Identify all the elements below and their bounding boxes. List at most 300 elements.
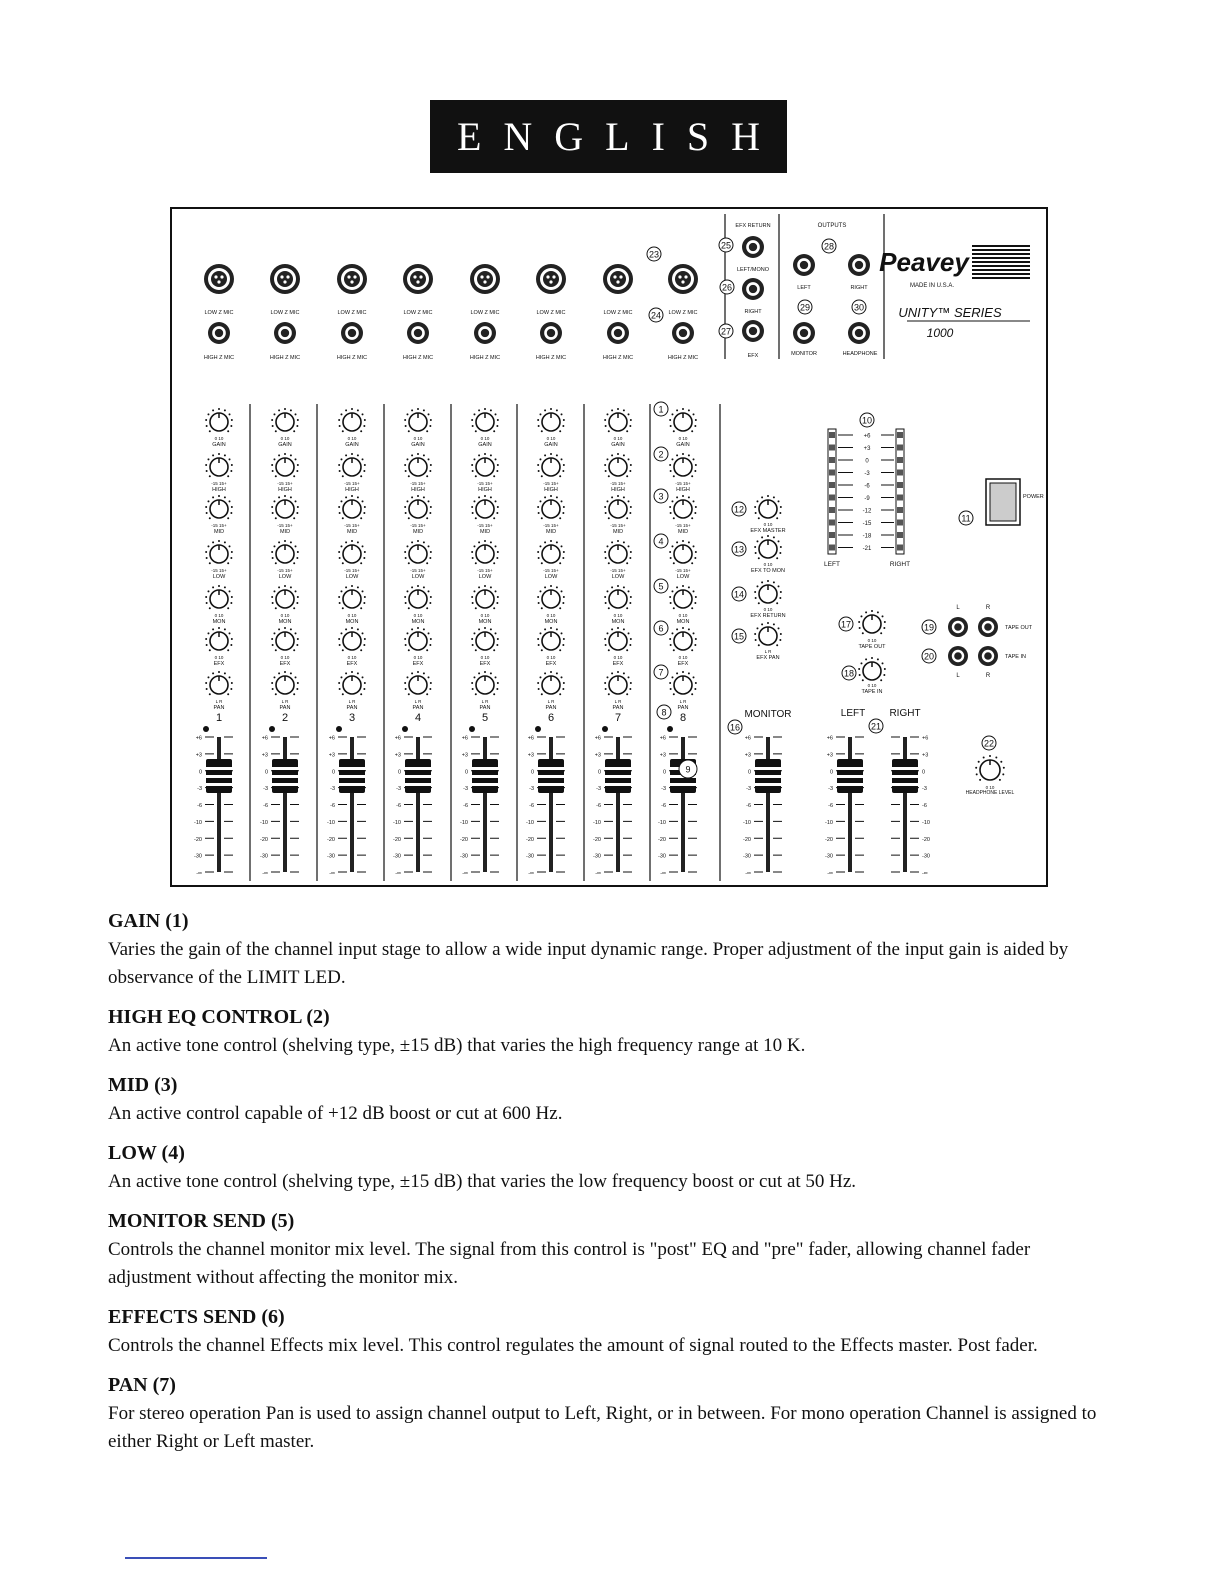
knob-tick — [471, 682, 473, 684]
knob-tick — [406, 590, 408, 592]
knob-tick — [626, 430, 628, 432]
fader-slot — [616, 737, 620, 872]
knob-tick — [473, 500, 475, 502]
knob-tick — [271, 464, 273, 466]
knob-tick — [628, 632, 630, 634]
knob-tick — [671, 632, 673, 634]
knob-tick — [563, 551, 565, 553]
knob-tick — [297, 464, 299, 466]
knob-tick — [611, 586, 613, 588]
knob-tick — [338, 682, 340, 684]
knob-tick — [227, 649, 229, 651]
knob-tick — [430, 682, 432, 684]
fader-scale-label: +6 — [922, 735, 929, 742]
knob-label: MID — [677, 529, 689, 535]
knob-tick — [297, 551, 299, 553]
knob-tick — [495, 590, 497, 592]
xlr-pin — [214, 275, 217, 278]
knob-tick — [497, 464, 499, 466]
knob-tick — [205, 682, 207, 684]
knob-tick — [605, 644, 607, 646]
knob-tick — [272, 512, 274, 514]
knob-tick — [475, 517, 477, 519]
knob-tick — [629, 470, 631, 472]
knob-tick — [364, 506, 366, 508]
knob-tick — [561, 590, 563, 592]
callout-number: 18 — [843, 668, 855, 679]
knob-tick — [404, 682, 406, 684]
knob-tick — [471, 596, 473, 598]
knob-tick — [858, 621, 860, 623]
knob-tick — [411, 496, 413, 498]
flag-stripe — [972, 277, 1030, 279]
callout-number: 25 — [720, 240, 732, 251]
knob-tick — [338, 551, 340, 553]
knob-scale-label: 0 10 — [546, 613, 556, 618]
knob-tick — [617, 453, 619, 455]
knob-tick — [351, 408, 353, 410]
knob-tick — [754, 591, 756, 593]
fader-scale-label: 0 — [829, 769, 833, 776]
fader-scale-label: -∞ — [745, 870, 751, 877]
knob-tick — [780, 506, 782, 508]
knob-tick — [776, 602, 778, 604]
knob-tick — [496, 602, 498, 604]
knob-tick — [544, 672, 546, 674]
fader-scale-label: +3 — [826, 752, 833, 759]
meter-scale-label: -6 — [864, 483, 870, 490]
flag-stripe — [972, 269, 1030, 271]
knob-tick — [408, 517, 410, 519]
knob-label: GAIN — [676, 442, 690, 448]
knob-tick — [205, 638, 207, 640]
callout-number: 30 — [853, 302, 865, 313]
knob-tick — [495, 676, 497, 678]
xlr-jack-insert — [543, 271, 559, 287]
knob-tick — [273, 545, 275, 547]
knob-scale-label: 0 10 — [347, 655, 357, 660]
fader-scale-label: +3 — [461, 752, 468, 759]
knob-tick — [779, 552, 781, 554]
knob-tick — [778, 627, 780, 629]
knob-tick — [472, 644, 474, 646]
knob-tick — [295, 545, 297, 547]
knob-scale-label: 0 10 — [867, 683, 877, 688]
knob-tick — [209, 517, 211, 519]
knob-tick — [273, 458, 275, 460]
knob-tick — [296, 425, 298, 427]
fader-cap-line — [538, 767, 564, 770]
knob-tick — [877, 611, 879, 613]
callout-number: 26 — [721, 282, 733, 293]
fader-scale-label: -6 — [828, 803, 833, 809]
knob-tick — [362, 632, 364, 634]
left-mono-label: LEFT/MONO — [736, 267, 770, 273]
knob-label: GAIN — [544, 442, 558, 448]
jack-hole — [855, 329, 863, 337]
knob-tick — [411, 409, 413, 411]
knob-tick — [608, 562, 610, 564]
knob-tick — [563, 506, 565, 508]
knob-tick — [430, 464, 432, 466]
knob-tick — [428, 458, 430, 460]
knob-tick — [682, 671, 684, 673]
knob-tick — [475, 693, 477, 695]
fader-cap-line — [837, 767, 863, 770]
knob-tick — [290, 672, 292, 674]
knob-tick — [682, 495, 684, 497]
knob-tick — [676, 496, 678, 498]
knob-tick — [761, 536, 763, 538]
knob-tick — [604, 419, 606, 421]
knob-label: HIGH — [544, 487, 558, 493]
knob-tick — [490, 672, 492, 674]
knob-tick — [293, 475, 295, 477]
knob-scale-label: 0 10 — [480, 436, 490, 441]
knob-tick — [423, 586, 425, 588]
knob-tick — [544, 541, 546, 543]
callout-number: 14 — [733, 589, 745, 600]
knob-tick — [493, 517, 495, 519]
knob-tick — [539, 676, 541, 678]
fader-scale-label: -20 — [743, 836, 751, 843]
low-z-mic-label: LOW Z MIC — [204, 310, 234, 316]
knob-tick — [562, 688, 564, 690]
knob-tick — [629, 602, 631, 604]
knob-label: LOW — [611, 574, 625, 580]
knob-tick — [339, 557, 341, 559]
knob-tick — [561, 632, 563, 634]
fader-scale-label: -30 — [922, 853, 930, 860]
knob-tick — [360, 430, 362, 432]
monitor-master-label: MONITOR — [744, 709, 792, 720]
knob-tick — [673, 607, 675, 609]
knob-tick — [756, 500, 758, 502]
knob-scale-label: -15 15+ — [277, 481, 293, 486]
knob-tick — [429, 425, 431, 427]
knob-tick — [611, 454, 613, 456]
knob-tick — [230, 688, 232, 690]
fader-cap-line — [755, 775, 781, 778]
knob-tick — [691, 475, 693, 477]
knob-tick — [273, 500, 275, 502]
knob-tick — [497, 682, 499, 684]
knob-tick — [429, 470, 431, 472]
knob-tick — [209, 649, 211, 651]
knob-tick — [205, 506, 207, 508]
knob-scale-label: -15 15+ — [277, 523, 293, 528]
knob-tick — [473, 458, 475, 460]
mixer-diagram-svg — [172, 209, 1046, 885]
fader-cap-line — [339, 783, 365, 786]
high-z-mic-label: HIGH Z MIC — [269, 355, 301, 361]
knob-tick — [295, 500, 297, 502]
fader-scale-label: -30 — [526, 853, 534, 860]
knob-tick — [360, 693, 362, 695]
knob-tick — [611, 496, 613, 498]
knob-tick — [417, 408, 419, 410]
knob-tick — [539, 500, 541, 502]
knob-tick — [297, 682, 299, 684]
knob-tick — [670, 557, 672, 559]
flag-stripe — [972, 273, 1030, 275]
fader-scale-label: 0 — [922, 769, 926, 776]
knob-scale-label: 0 10 — [867, 638, 877, 643]
knob-label: PAN — [479, 705, 491, 711]
knob-scale-label: -15 15+ — [610, 523, 626, 528]
knob-tick — [206, 557, 208, 559]
knob-tick — [493, 693, 495, 695]
knob-tick — [426, 475, 428, 477]
knob-tick — [205, 464, 207, 466]
knob-tick — [227, 475, 229, 477]
knob-tick — [295, 590, 297, 592]
knob-tick — [484, 671, 486, 673]
fader-scale-label: +6 — [461, 735, 468, 742]
knob-tick — [345, 409, 347, 411]
knob-tick — [695, 464, 697, 466]
knob-tick — [544, 628, 546, 630]
knob-tick — [629, 644, 631, 646]
fader-cap-line — [837, 775, 863, 778]
knob-tick — [626, 693, 628, 695]
knob-scale-label: 0 10 — [546, 655, 556, 660]
knob-tick — [275, 693, 277, 695]
knob-tick — [230, 470, 232, 472]
knob-tick — [670, 512, 672, 514]
knob-scale-label: -15 15+ — [610, 568, 626, 573]
knob-tick — [345, 541, 347, 543]
knob-scale-label: -15 15+ — [410, 481, 426, 486]
knob-tick — [617, 495, 619, 497]
knob-tick — [351, 540, 353, 542]
callout-number: 2 — [658, 449, 664, 460]
knob-scale-label: L R — [281, 699, 289, 704]
fader-scale-label: -10 — [658, 819, 666, 826]
knob-tick — [290, 409, 292, 411]
knob-tick — [227, 562, 229, 564]
knob-tick — [275, 517, 277, 519]
xlr-pin — [217, 280, 220, 283]
knob-tick — [207, 632, 209, 634]
xlr-pin — [480, 275, 483, 278]
knob-tick — [417, 540, 419, 542]
knob-tick — [272, 688, 274, 690]
knob-tick — [761, 581, 763, 583]
knob-tick — [284, 627, 286, 629]
fader-scale-label: +6 — [659, 735, 666, 742]
callout-number: 19 — [923, 622, 935, 633]
knob-tick — [541, 430, 543, 432]
knob-label: LOW — [676, 574, 690, 580]
fader-cap-line — [755, 767, 781, 770]
knob-tick — [218, 408, 220, 410]
knob-tick — [617, 540, 619, 542]
knob-tick — [629, 688, 631, 690]
knob-tick — [340, 632, 342, 634]
knob-tick — [484, 408, 486, 410]
knob-tick — [767, 535, 769, 537]
knob-tick — [229, 590, 231, 592]
efx-knob-label: EFX TO MON — [750, 568, 786, 574]
knob-tick — [773, 581, 775, 583]
knob-scale-label: 0 10 — [480, 655, 490, 660]
knob-label: HIGH — [212, 487, 226, 493]
knob-tick — [617, 585, 619, 587]
knob-tick — [473, 590, 475, 592]
xlr-jack-insert — [610, 271, 626, 287]
knob-tick — [563, 638, 565, 640]
knob-tick — [860, 662, 862, 664]
knob-label: MID — [545, 529, 557, 535]
knob-tick — [360, 607, 362, 609]
knob-tick — [218, 671, 220, 673]
knob-tick — [776, 557, 778, 559]
knob-tick — [473, 676, 475, 678]
fader-scale-label: -3 — [529, 786, 534, 793]
fader-cap-line — [755, 783, 781, 786]
knob-tick — [357, 454, 359, 456]
knob-tick — [363, 688, 365, 690]
fader-scale-label: -20 — [593, 836, 601, 843]
knob-scale-label: 0 10 — [613, 613, 623, 618]
knob-tick — [338, 419, 340, 421]
knob-tick — [604, 596, 606, 598]
knob-tick — [676, 409, 678, 411]
knob-tick — [630, 682, 632, 684]
fader-scale-label: -20 — [526, 836, 534, 843]
knob-tick — [561, 413, 563, 415]
knob-tick — [561, 500, 563, 502]
knob-tick — [556, 454, 558, 456]
knob-tick — [351, 585, 353, 587]
knob-tick — [537, 551, 539, 553]
knob-tick — [691, 649, 693, 651]
knob-tick — [475, 430, 477, 432]
knob-tick — [538, 602, 540, 604]
knob-label: LOW — [544, 574, 558, 580]
fader-slot — [217, 737, 221, 872]
meter-led — [897, 545, 903, 551]
knob-tick — [884, 621, 886, 623]
knob-tick — [339, 602, 341, 604]
xlr-pin — [413, 275, 416, 278]
knob-tick — [472, 688, 474, 690]
power-switch[interactable] — [990, 483, 1016, 521]
knob-tick — [626, 649, 628, 651]
knob-label: MID — [346, 529, 358, 535]
knob-label: EFX — [612, 661, 624, 667]
knob-scale-label: 0 10 — [413, 655, 423, 660]
knob-tick — [342, 430, 344, 432]
knob-tick — [340, 500, 342, 502]
knob-label: MON — [478, 619, 492, 625]
low-z-mic-label: LOW Z MIC — [337, 310, 367, 316]
efx-jack-label: EFX — [747, 353, 759, 359]
knob-tick — [495, 632, 497, 634]
knob-tick — [229, 413, 231, 415]
knob-tick — [364, 682, 366, 684]
fader-scale-label: -3 — [330, 786, 335, 793]
section-body: For stereo operation Pan is used to assign channel output to Left, Right, or in between. For mono operation Channel is assigned to either Right or Left master. — [108, 1403, 1097, 1452]
fader-scale-label: -6 — [922, 803, 927, 809]
callout-number: 17 — [840, 619, 852, 630]
low-z-mic-label: LOW Z MIC — [470, 310, 500, 316]
knob-tick — [404, 596, 406, 598]
knob-tick — [229, 458, 231, 460]
section-body: Controls the channel Effects mix level. This control regulates the amount of signal routed to the Effects master. Post fader. — [108, 1335, 1038, 1356]
knob-label: MON — [611, 619, 625, 625]
rca-r-label: R — [985, 605, 991, 611]
knob-tick — [278, 628, 280, 630]
fader-scale-label: -30 — [460, 853, 468, 860]
meter-scale-label: -15 — [862, 521, 872, 527]
knob-tick — [544, 409, 546, 411]
knob-tick — [405, 557, 407, 559]
knob-tick — [408, 649, 410, 651]
fader-cap-line — [892, 775, 918, 778]
jack-hole — [547, 329, 555, 337]
knob-tick — [271, 596, 273, 598]
knob-tick — [206, 470, 208, 472]
knob-tick — [290, 496, 292, 498]
knob-tick — [426, 607, 428, 609]
knob-scale-label: 0 10 — [280, 655, 290, 660]
fader-scale-label: -20 — [825, 836, 833, 843]
fader-cap-line — [272, 767, 298, 770]
knob-label: PAN — [677, 705, 689, 711]
knob-tick — [671, 413, 673, 415]
knob-tick — [405, 644, 407, 646]
knob-tick — [544, 496, 546, 498]
knob-tick — [271, 682, 273, 684]
knob-tick — [218, 540, 220, 542]
knob-tick — [406, 676, 408, 678]
knob-label: GAIN — [411, 442, 425, 448]
knob-tick — [404, 506, 406, 508]
knob-tick — [773, 623, 775, 625]
fader-scale-label: +3 — [922, 752, 929, 759]
knob-tick — [345, 628, 347, 630]
knob-tick — [475, 649, 477, 651]
knob-tick — [628, 500, 630, 502]
knob-tick — [405, 512, 407, 514]
knob-tick — [471, 419, 473, 421]
knob-tick — [275, 607, 277, 609]
knob-tick — [623, 672, 625, 674]
limit-led — [535, 726, 541, 732]
xlr-pin — [419, 275, 422, 278]
knob-tick — [271, 551, 273, 553]
knob-tick — [541, 562, 543, 564]
right-return-label: RIGHT — [744, 309, 762, 315]
knob-tick — [406, 545, 408, 547]
callout-number: 4 — [658, 536, 664, 547]
xlr-pin — [678, 275, 681, 278]
knob-tick — [611, 672, 613, 674]
meter-led — [897, 520, 903, 526]
knob-scale-label: L R — [414, 699, 422, 704]
knob-tick — [767, 580, 769, 582]
knob-tick — [695, 419, 697, 421]
knob-tick — [862, 632, 864, 634]
knob-tick — [562, 557, 564, 559]
knob-tick — [773, 536, 775, 538]
rca-l-label: L — [956, 605, 960, 611]
jack-hole — [984, 652, 992, 660]
knob-tick — [209, 430, 211, 432]
knob-tick — [212, 496, 214, 498]
